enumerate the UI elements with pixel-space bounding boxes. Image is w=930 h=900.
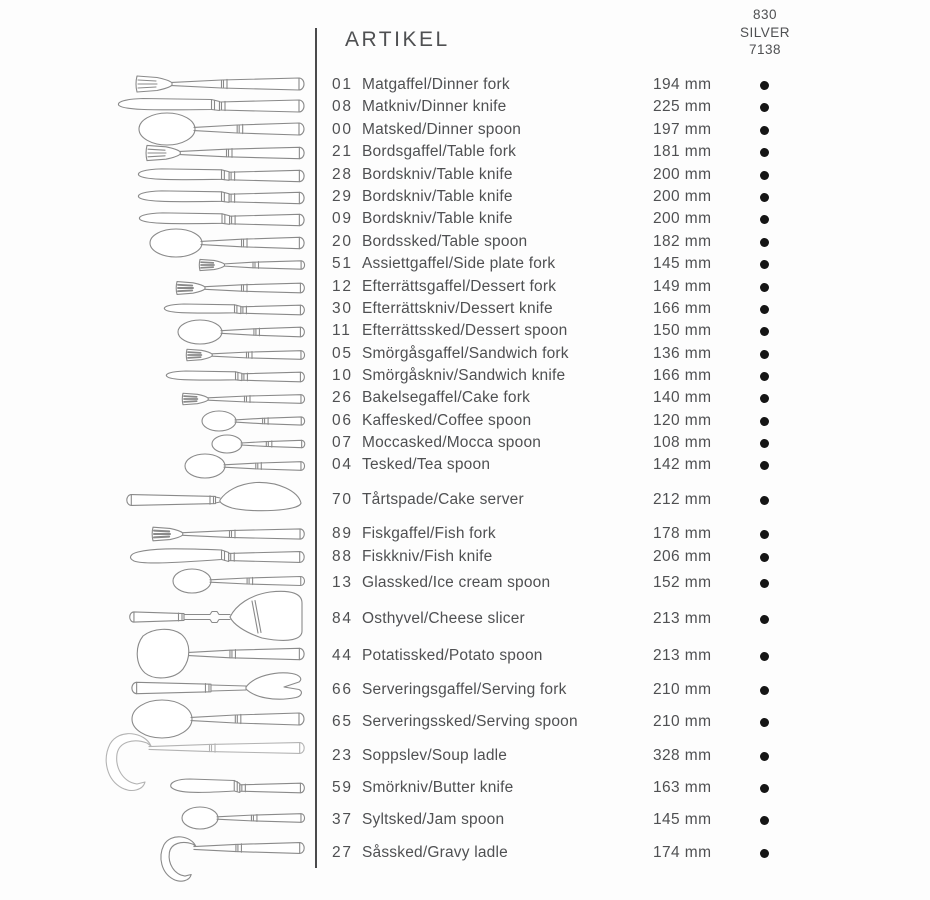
- article-row: [332, 456, 922, 476]
- availability-dot: [760, 816, 769, 825]
- article-code: 11: [332, 322, 352, 339]
- article-code: 21: [332, 143, 353, 160]
- article-row: [332, 278, 922, 298]
- article-size: 166 mm: [653, 300, 712, 317]
- article-size: 210 mm: [653, 681, 712, 698]
- article-row: [332, 121, 922, 141]
- article-row: [332, 525, 922, 545]
- article-row: [332, 210, 922, 230]
- article-code: 20: [332, 233, 353, 250]
- gravy-ladle-drawing: [161, 837, 304, 881]
- sandwich-fork-drawing: [186, 349, 304, 361]
- article-row: [332, 681, 922, 701]
- coffee-spoon-drawing: [202, 411, 305, 431]
- availability-dot: [760, 215, 769, 224]
- availability-dot: [760, 103, 769, 112]
- article-row: [332, 98, 922, 118]
- table-spoon-drawing: [150, 229, 304, 257]
- article-size: 174 mm: [653, 844, 712, 861]
- sandwich-knife-drawing: [166, 371, 304, 382]
- article-name: Smörgåsgaffel/Sandwich fork: [362, 345, 569, 362]
- article-name: Bordssked/Table spoon: [362, 233, 528, 250]
- cutlery-illustrations: [0, 0, 320, 900]
- article-name: Matgaffel/Dinner fork: [362, 76, 510, 93]
- article-code: 29: [332, 188, 353, 205]
- availability-dot: [760, 372, 769, 381]
- article-name: Smörkniv/Butter knife: [362, 779, 514, 796]
- article-row: [332, 322, 922, 342]
- article-name: Bordsgaffel/Table fork: [362, 143, 517, 160]
- article-row: [332, 389, 922, 409]
- dinner-knife-drawing: [118, 99, 304, 113]
- article-row: [332, 610, 922, 630]
- article-code: 23: [332, 747, 353, 764]
- article-name: Serveringsgaffel/Serving fork: [362, 681, 567, 698]
- serving-spoon-drawing: [132, 700, 304, 738]
- article-code: 08: [332, 98, 353, 115]
- article-code: 01: [332, 76, 353, 93]
- dessert-fork-drawing: [176, 282, 304, 295]
- article-code: 09: [332, 210, 353, 227]
- article-size: 120 mm: [653, 412, 712, 429]
- article-row: [332, 188, 922, 208]
- article-row: [332, 713, 922, 733]
- dinner-fork-drawing: [136, 76, 304, 92]
- article-size: 182 mm: [653, 233, 712, 250]
- article-size: 213 mm: [653, 647, 712, 664]
- table-knife-29-drawing: [138, 191, 304, 204]
- finish-line-830: 830: [752, 7, 778, 22]
- article-size: 206 mm: [653, 548, 712, 565]
- article-row: [332, 367, 922, 387]
- article-size: 145 mm: [653, 811, 712, 828]
- article-code: 70: [332, 491, 353, 508]
- article-name: Bakelsegaffel/Cake fork: [362, 389, 531, 406]
- article-name: Fiskgaffel/Fish fork: [362, 525, 496, 542]
- article-size: 210 mm: [653, 713, 712, 730]
- article-name: Tårtspade/Cake server: [362, 491, 524, 508]
- article-code: 28: [332, 166, 353, 183]
- article-row: [332, 345, 922, 365]
- article-size: 200 mm: [653, 210, 712, 227]
- article-row: [332, 143, 922, 163]
- article-code: 88: [332, 548, 353, 565]
- article-code: 00: [332, 121, 353, 138]
- article-name: Smörgåskniv/Sandwich knife: [362, 367, 566, 384]
- article-code: 06: [332, 412, 353, 429]
- availability-dot: [760, 148, 769, 157]
- article-size: 140 mm: [653, 389, 712, 406]
- article-size: 166 mm: [653, 367, 712, 384]
- article-code: 27: [332, 844, 353, 861]
- article-row: [332, 434, 922, 454]
- article-name: Efterrättssked/Dessert spoon: [362, 322, 568, 339]
- availability-dot: [760, 260, 769, 269]
- article-name: Assiettgaffel/Side plate fork: [362, 255, 556, 272]
- availability-dot: [760, 615, 769, 624]
- article-code: 89: [332, 525, 353, 542]
- cake-fork-drawing: [182, 393, 304, 405]
- article-size: 150 mm: [653, 322, 712, 339]
- fish-fork-drawing: [152, 527, 304, 541]
- article-name: Efterrättskniv/Dessert knife: [362, 300, 553, 317]
- article-code: 37: [332, 811, 353, 828]
- article-row: [332, 491, 922, 511]
- availability-dot: [760, 305, 769, 314]
- article-size: 194 mm: [653, 76, 712, 93]
- article-name: Syltsked/Jam spoon: [362, 811, 505, 828]
- availability-dot: [760, 553, 769, 562]
- article-row: [332, 76, 922, 96]
- article-name: Matsked/Dinner spoon: [362, 121, 522, 138]
- article-name: Bordskniv/Table knife: [362, 166, 513, 183]
- availability-dot: [760, 171, 769, 180]
- article-size: 213 mm: [653, 610, 712, 627]
- article-name: Moccasked/Mocca spoon: [362, 434, 542, 451]
- article-code: 10: [332, 367, 353, 384]
- availability-dot: [760, 193, 769, 202]
- article-row: [332, 647, 922, 667]
- article-name: Glassked/Ice cream spoon: [362, 574, 551, 591]
- article-code: 26: [332, 389, 353, 406]
- availability-dot: [760, 496, 769, 505]
- availability-dot: [760, 686, 769, 695]
- column-header-artikel: ARTIKEL: [345, 28, 450, 51]
- article-row: [332, 574, 922, 594]
- ice-cream-spoon-drawing: [173, 569, 305, 593]
- dessert-spoon-drawing: [178, 320, 304, 344]
- article-size: 145 mm: [653, 255, 712, 272]
- article-size: 181 mm: [653, 143, 712, 160]
- article-size: 328 mm: [653, 747, 712, 764]
- availability-dot: [760, 439, 769, 448]
- article-size: 163 mm: [653, 779, 712, 796]
- article-size: 200 mm: [653, 188, 712, 205]
- availability-dot: [760, 718, 769, 727]
- availability-dot: [760, 350, 769, 359]
- article-name: Soppslev/Soup ladle: [362, 747, 508, 764]
- availability-dot: [760, 283, 769, 292]
- article-name: Matkniv/Dinner knife: [362, 98, 507, 115]
- article-row: [332, 412, 922, 432]
- availability-dot: [760, 461, 769, 470]
- article-size: 108 mm: [653, 434, 712, 451]
- mocca-spoon-drawing: [212, 435, 305, 453]
- availability-dot: [760, 652, 769, 661]
- table-knife-28-drawing: [138, 169, 304, 182]
- jam-spoon-drawing: [182, 807, 305, 829]
- availability-dot: [760, 849, 769, 858]
- article-code: 13: [332, 574, 353, 591]
- article-code: 65: [332, 713, 353, 730]
- table-knife-09-drawing: [139, 213, 304, 226]
- dinner-spoon-drawing: [139, 113, 304, 145]
- article-row: [332, 779, 922, 799]
- availability-dot: [760, 417, 769, 426]
- table-fork-drawing: [146, 145, 304, 160]
- availability-dot: [760, 579, 769, 588]
- article-size: 197 mm: [653, 121, 712, 138]
- article-name: Såssked/Gravy ladle: [362, 844, 508, 861]
- finish-line-7138: 7138: [748, 42, 782, 57]
- article-code: 44: [332, 647, 353, 664]
- cake-server-drawing: [127, 482, 301, 510]
- article-size: 200 mm: [653, 166, 712, 183]
- article-size: 212 mm: [653, 491, 712, 508]
- article-size: 142 mm: [653, 456, 712, 473]
- article-code: 04: [332, 456, 353, 473]
- butter-knife-drawing: [171, 779, 305, 793]
- article-name: Efterrättsgaffel/Dessert fork: [362, 278, 557, 295]
- article-code: 66: [332, 681, 353, 698]
- article-row: [332, 844, 922, 864]
- article-name: Fiskkniv/Fish knife: [362, 548, 493, 565]
- article-size: 152 mm: [653, 574, 712, 591]
- availability-dot: [760, 752, 769, 761]
- article-code: 12: [332, 278, 353, 295]
- article-row: [332, 166, 922, 186]
- article-size: 136 mm: [653, 345, 712, 362]
- article-name: Potatissked/Potato spoon: [362, 647, 543, 664]
- vertical-divider: [315, 28, 317, 868]
- availability-dot: [760, 126, 769, 135]
- fish-knife-drawing: [131, 549, 305, 563]
- article-code: 07: [332, 434, 353, 451]
- column-header-finish: [720, 6, 810, 59]
- article-code: 84: [332, 610, 353, 627]
- article-size: 225 mm: [653, 98, 712, 115]
- availability-dot: [760, 394, 769, 403]
- article-name: Kaffesked/Coffee spoon: [362, 412, 532, 429]
- article-name: Bordskniv/Table knife: [362, 188, 513, 205]
- availability-dot: [760, 327, 769, 336]
- article-code: 59: [332, 779, 353, 796]
- finish-line-silver: SILVER: [739, 24, 791, 40]
- side-plate-fork-drawing: [199, 259, 304, 270]
- availability-dot: [760, 81, 769, 90]
- article-name: Tesked/Tea spoon: [362, 456, 491, 473]
- article-code: 30: [332, 300, 353, 317]
- article-size: 149 mm: [653, 278, 712, 295]
- article-code: 51: [332, 255, 353, 272]
- availability-dot: [760, 530, 769, 539]
- availability-dot: [760, 238, 769, 247]
- tea-spoon-drawing: [185, 454, 305, 478]
- article-row: [332, 255, 922, 275]
- article-name: Osthyvel/Cheese slicer: [362, 610, 525, 627]
- article-code: 05: [332, 345, 353, 362]
- article-name: Bordskniv/Table knife: [362, 210, 513, 227]
- article-row: [332, 300, 922, 320]
- article-size: 178 mm: [653, 525, 712, 542]
- article-row: [332, 811, 922, 831]
- dessert-knife-drawing: [164, 304, 304, 315]
- article-row: [332, 233, 922, 253]
- availability-dot: [760, 784, 769, 793]
- article-name: Serveringssked/Serving spoon: [362, 713, 578, 730]
- article-row: [332, 747, 922, 767]
- article-row: [332, 548, 922, 568]
